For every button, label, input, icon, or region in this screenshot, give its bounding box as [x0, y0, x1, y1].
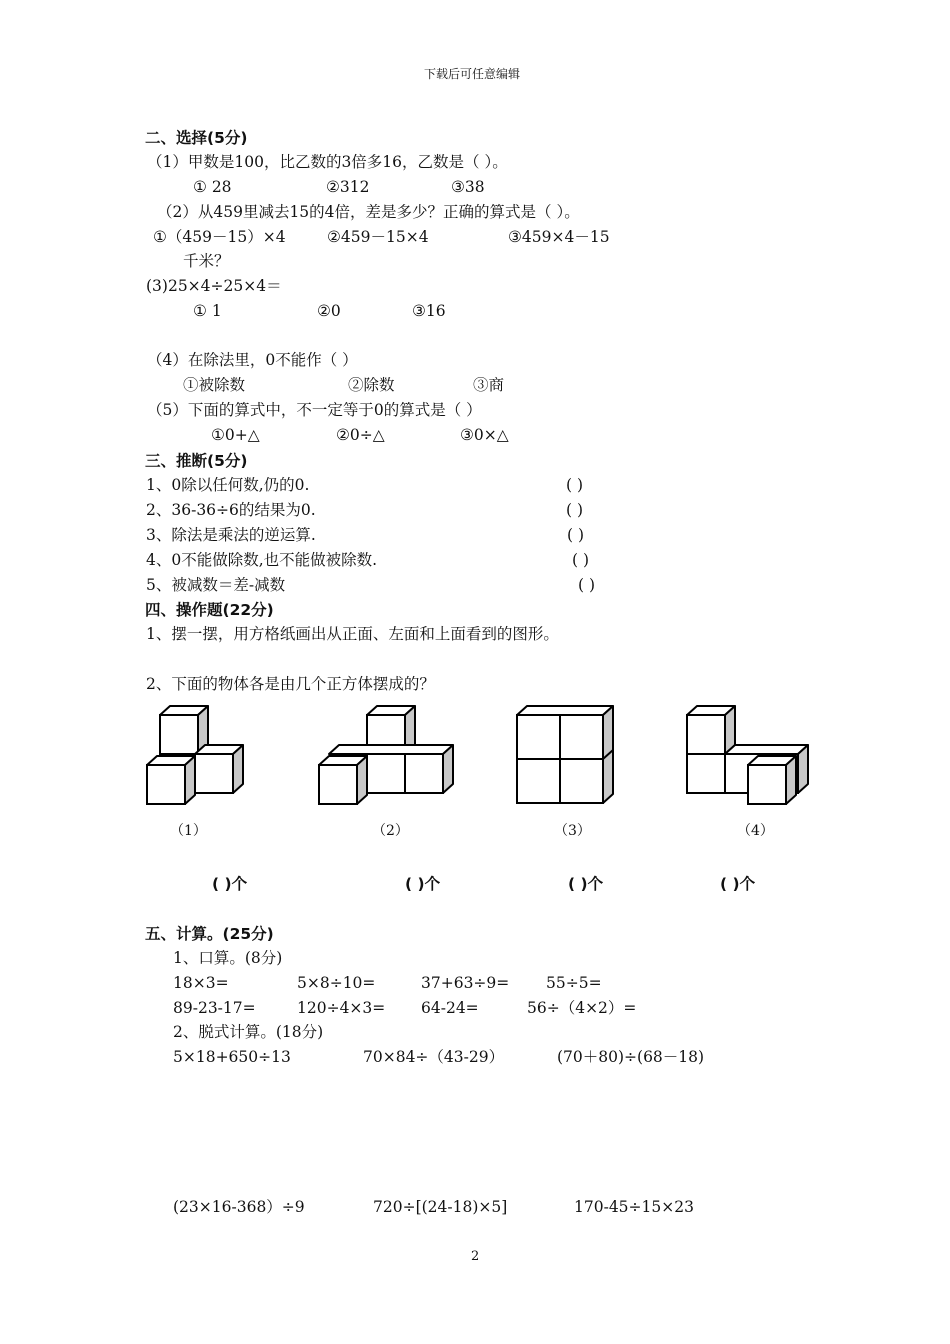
- page-header: 下载后可任意编辑: [424, 67, 521, 81]
- figure-label-4: （4）: [737, 823, 774, 839]
- judge-blank-5: ( ): [578, 576, 596, 594]
- judge-blank-4: ( ): [572, 551, 590, 569]
- option-2-2-a: ①（459－15）×4: [153, 228, 286, 246]
- calc-r4-1: (23×16-368）÷9: [173, 1198, 305, 1216]
- question-2-1: （1）甲数是100，比乙数的3倍多16，乙数是（ ）。: [147, 153, 508, 171]
- page-number: 2: [471, 1249, 480, 1264]
- figure-label-2: （2）: [372, 823, 409, 839]
- question-2-4: （4）在除法里，0不能作（ ）: [147, 351, 358, 369]
- section-5-title: 五、计算。(25分): [145, 925, 274, 943]
- judge-item-5: 5、被减数＝差-减数: [146, 576, 286, 594]
- answer-blank-2: ( )个: [405, 875, 441, 893]
- section-2-title: 二、选择(5分): [145, 129, 248, 147]
- question-2-2: （2）从459里减去15的4倍，差是多少？正确的算式是（ ）。: [157, 203, 580, 221]
- option-2-2-c: ③459×4－15: [508, 228, 610, 246]
- option-2-4-a: ①被除数: [183, 376, 246, 394]
- option-2-1-a: ① 28: [193, 178, 232, 196]
- option-2-1-c: ③38: [451, 178, 485, 196]
- figure-label-3: （3）: [554, 823, 591, 839]
- cube-figure-2: [312, 700, 458, 810]
- calc-r1-1: 18×3=: [173, 974, 229, 992]
- stray-text: 千米？: [183, 252, 230, 270]
- figure-label-1: （1）: [170, 823, 207, 839]
- option-2-5-b: ②0÷△: [336, 426, 385, 444]
- option-2-4-b: ②除数: [348, 376, 395, 394]
- calc-r2-4: 56÷（4×2）=: [527, 999, 637, 1017]
- option-2-3-c: ③16: [412, 302, 446, 320]
- judge-blank-3: ( ): [567, 526, 585, 544]
- option-2-5-a: ①0+△: [211, 426, 260, 444]
- calc-r4-3: 170-45÷15×23: [574, 1198, 694, 1216]
- option-2-3-b: ②0: [317, 302, 341, 320]
- answer-blank-1: ( )个: [212, 875, 248, 893]
- operation-q2: 2、下面的物体各是由几个正方体摆成的？: [146, 675, 435, 693]
- calc-r2-1: 89-23-17=: [173, 999, 256, 1017]
- judge-blank-2: ( ): [566, 501, 584, 519]
- calc-r3-2: 70×84÷（43-29）: [363, 1048, 505, 1066]
- calc-r3-1: 5×18+650÷13: [173, 1048, 291, 1066]
- judge-item-3: 3、除法是乘法的逆运算.: [146, 526, 316, 544]
- judge-item-4: 4、0不能做除数,也不能做被除数.: [146, 551, 378, 569]
- calc-r1-2: 5×8÷10=: [297, 974, 376, 992]
- option-2-3-a: ① 1: [193, 302, 222, 320]
- option-2-2-b: ②459－15×4: [327, 228, 429, 246]
- section-3-title: 三、推断(5分): [145, 452, 248, 470]
- cube-figure-1: [140, 700, 250, 810]
- question-2-5: （5）下面的算式中，不一定等于0的算式是（ ）: [147, 401, 482, 419]
- calc-r3-3: (70＋80)÷(68－18): [557, 1048, 705, 1066]
- calc-r2-3: 64-24=: [421, 999, 479, 1017]
- answer-blank-4: ( )个: [720, 875, 756, 893]
- option-2-4-c: ③商: [473, 376, 505, 394]
- answer-blank-3: ( )个: [568, 875, 604, 893]
- mental-math-title: 1、口算。(8分): [173, 949, 283, 967]
- calc-r4-2: 720÷[(24-18)×5]: [373, 1198, 508, 1216]
- section-4-title: 四、操作题(22分): [145, 601, 274, 619]
- option-2-5-c: ③0×△: [460, 426, 509, 444]
- judge-item-2: 2、36-36÷6的结果为0.: [146, 501, 316, 519]
- judge-item-1: 1、0除以任何数,仍的0.: [146, 476, 310, 494]
- calc-r2-2: 120÷4×3=: [297, 999, 386, 1017]
- cube-figure-3: [510, 700, 620, 810]
- option-2-1-b: ②312: [326, 178, 370, 196]
- judge-blank-1: ( ): [566, 476, 584, 494]
- cube-figure-4: [680, 700, 812, 810]
- operation-q1: 1、摆一摆，用方格纸画出从正面、左面和上面看到的图形。: [146, 625, 559, 643]
- question-2-3: (3)25×4÷25×4＝: [146, 277, 282, 295]
- calc-r1-3: 37+63÷9=: [421, 974, 510, 992]
- step-calc-title: 2、脱式计算。(18分): [173, 1023, 324, 1041]
- calc-r1-4: 55÷5=: [546, 974, 602, 992]
